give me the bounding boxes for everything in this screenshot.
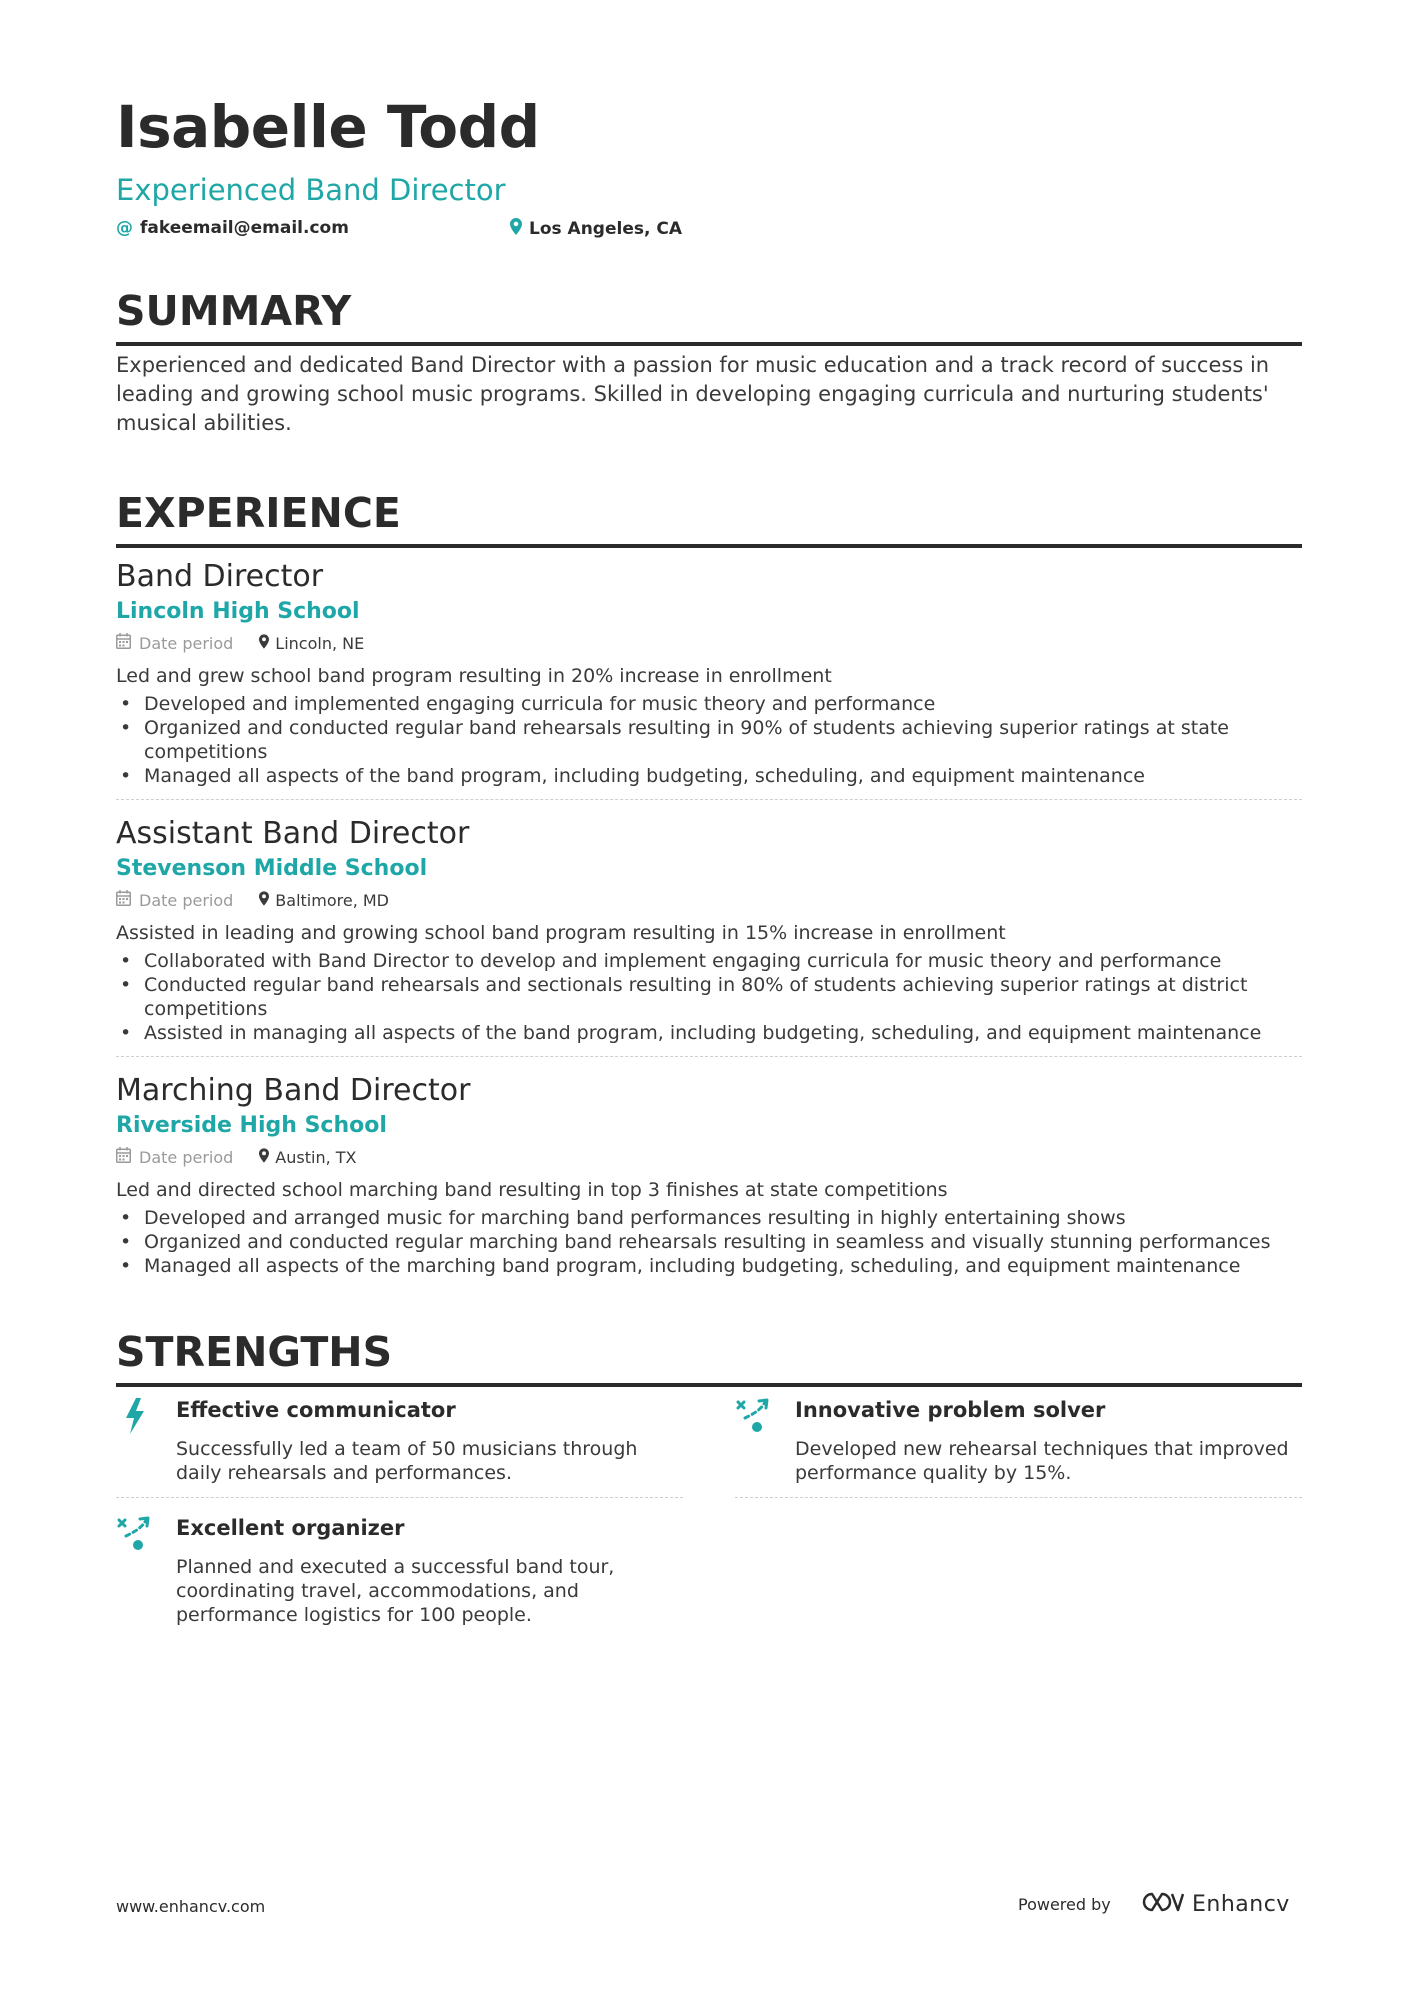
job-description: Led and directed school marching band resulting in top 3 finishes at state competitions [116,1178,948,1201]
strategy-icon [116,1514,156,1554]
job-title: Band Director [116,559,324,594]
list-item: • Conducted regular band rehearsals and sectionals resulting in 80% of students achieving superior ratings at district competitions [116,973,1302,1021]
job-company: Riverside High School [116,1113,387,1138]
map-pin-icon [510,218,522,240]
strength-title: Excellent organizer [176,1516,405,1540]
list-item: • Assisted in managing all aspects of the band program, including budgeting, scheduling, and equipment maintenance [116,1021,1302,1045]
enhancv-brand-text: Enhancv [1192,1891,1290,1917]
list-item: • Managed all aspects of the band program, including budgeting, scheduling, and equipment maintenance [116,764,1302,788]
candidate-title: Experienced Band Director [116,173,506,207]
lightning-bolt-icon [116,1396,156,1436]
map-pin-icon [259,634,269,653]
strength-description: Planned and executed a successful band tour, coordinating travel, accommodations, and performance logistics for 100 people. [176,1556,615,1626]
strength-description: Developed new rehearsal techniques that improved performance quality by 15%. [795,1438,1289,1484]
calendar-icon [116,1147,131,1167]
enhancv-logo-icon [1138,1890,1184,1918]
email-text: fakeemail@email.com [140,218,349,239]
job-date: Date period [139,633,234,653]
summary-heading: SUMMARY [116,291,1302,346]
job-meta [116,890,1302,910]
contact-location [510,218,682,240]
job-company: Stevenson Middle School [116,856,428,881]
strength-title: Innovative problem solver [795,1398,1106,1422]
contact-email[interactable] [116,218,349,239]
job-location: Lincoln, NE [275,633,365,653]
list-item: • Organized and conducted regular band rehearsals resulting in 90% of students achieving superior ratings at state competitions [116,716,1302,764]
strength-divider [116,1497,683,1498]
experience-heading: EXPERIENCE [116,493,1302,548]
strength-divider [735,1497,1302,1498]
enhancv-logo[interactable] [1138,1890,1290,1918]
job-date: Date period [139,1147,234,1167]
list-item: • Developed and arranged music for marching band performances resulting in highly entertaining shows [116,1206,1302,1230]
job-location: Austin, TX [275,1147,357,1167]
job-company: Lincoln High School [116,599,360,624]
job-meta [116,633,1302,653]
location-text: Los Angeles, CA [529,219,682,240]
job-location: Baltimore, MD [275,890,389,910]
job-title: Assistant Band Director [116,816,470,851]
job-meta [116,1147,1302,1167]
map-pin-icon [259,1148,269,1167]
job-bullets [116,692,1302,788]
list-item: • Organized and conducted regular marching band rehearsals resulting in seamless and visually stunning performances [116,1230,1302,1254]
job-title: Marching Band Director [116,1073,471,1108]
job-description: Led and grew school band program resulting in 20% increase in enrollment [116,664,832,687]
footer-url[interactable]: www.enhancv.com [116,1897,266,1916]
strength-title: Effective communicator [176,1398,456,1422]
footer-powered-by: Powered by [1018,1895,1111,1914]
job-date: Date period [139,890,234,910]
job-bullets [116,949,1302,1045]
job-bullets [116,1206,1302,1278]
job-entry [116,560,1302,788]
candidate-name: Isabelle Todd [116,93,540,161]
strategy-icon [735,1396,775,1436]
job-entry [116,1074,1302,1278]
list-item: • Developed and implemented engaging curricula for music theory and performance [116,692,1302,716]
strengths-heading: STRENGTHS [116,1332,1302,1387]
summary-text: Experienced and dedicated Band Director with a passion for music education and a track record of success in leading and growing school music programs. Skilled in developing engaging curricula and nurturing students' musical abilities. [116,353,1270,435]
calendar-icon [116,633,131,653]
job-divider [116,799,1302,800]
job-description: Assisted in leading and growing school band program resulting in 15% increase in enrollment [116,921,1006,944]
list-item: • Managed all aspects of the marching band program, including budgeting, scheduling, and equipment maintenance [116,1254,1302,1278]
at-icon: @ [116,218,133,238]
job-divider [116,1056,1302,1057]
calendar-icon [116,890,131,910]
job-entry [116,817,1302,1045]
strength-description: Successfully led a team of 50 musicians through daily rehearsals and performances. [176,1438,638,1484]
list-item: • Collaborated with Band Director to develop and implement engaging curricula for music theory and performance [116,949,1302,973]
map-pin-icon [259,891,269,910]
